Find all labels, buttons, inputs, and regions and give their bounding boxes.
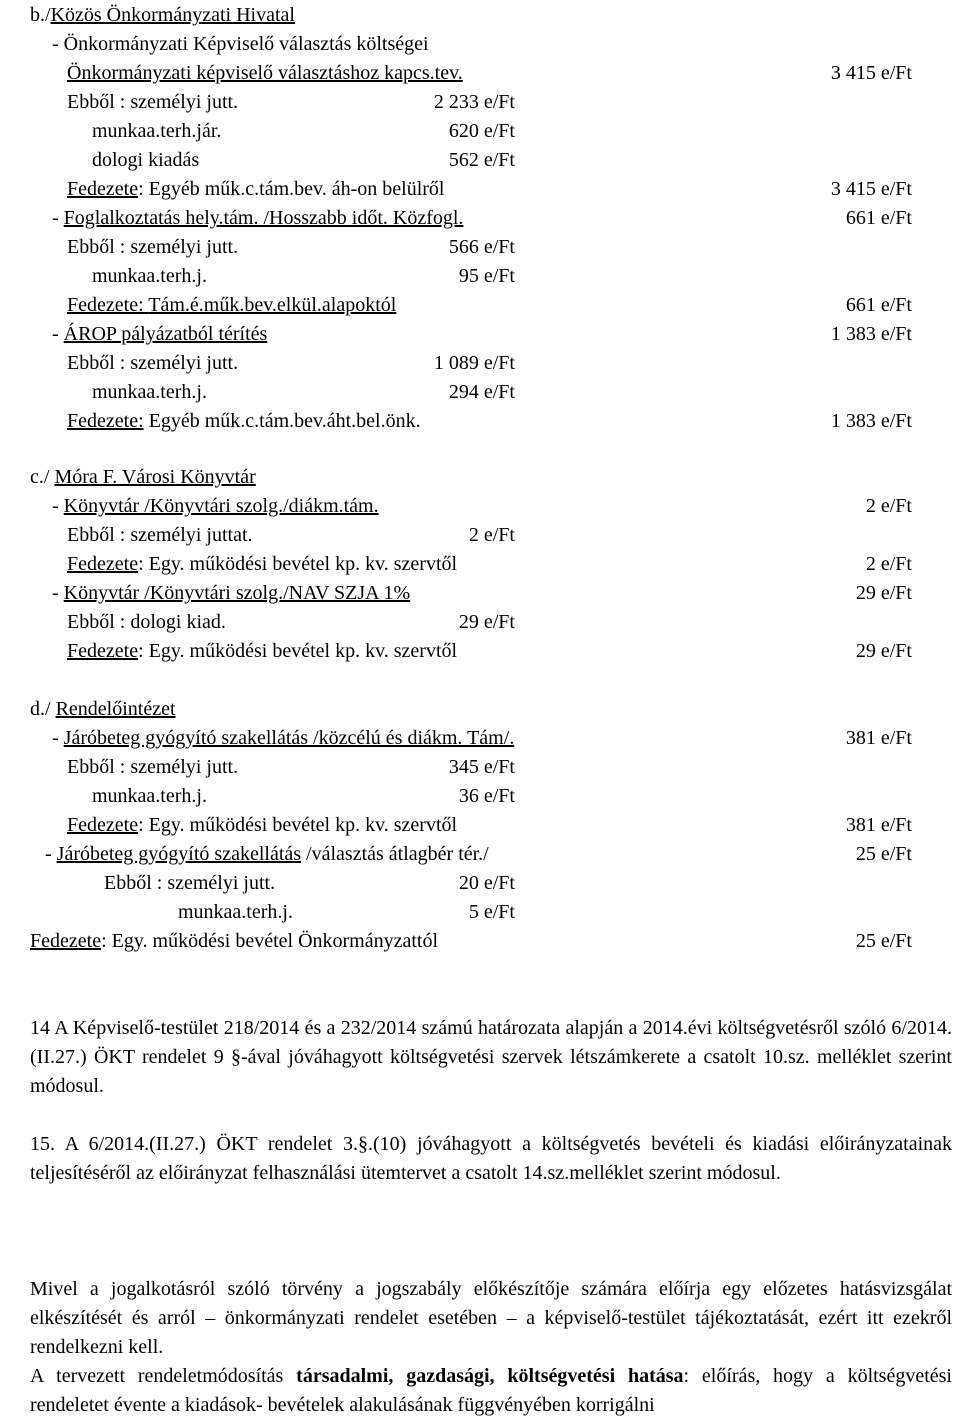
paragraph-impact: [30, 1362, 952, 1420]
c-item1-funding-total: 2 e/Ft: [865, 553, 912, 575]
d-item2-funding-total: 25 e/Ft: [855, 930, 912, 952]
b-item2-funding: [67, 291, 396, 320]
funding-text: Egyéb műk.c.tám.bev.áht.bel.önk.: [143, 410, 421, 432]
c-item2-total: 29 e/Ft: [855, 582, 912, 604]
item-title: Járóbeteg gyógyító szakellátás /közcélú és diákm. Tám/.: [63, 727, 515, 749]
b-item1-subtitle: Önkormányzati képviselő választáshoz kapcs.tev.: [67, 62, 463, 84]
b-item2-title: [52, 204, 463, 233]
item-title: Könyvtár /Könyvtári szolg./diákm.tám.: [63, 495, 379, 517]
b-item1-funding-total: 3 415 e/Ft: [830, 178, 912, 200]
funding-label: Fedezete: [67, 553, 139, 575]
section-prefix: d./: [30, 698, 56, 720]
funding-label: Fedezete:: [67, 294, 149, 316]
b-item1-title: - Önkormányzati Képviselő választás költségei: [52, 33, 429, 55]
b-item3-total: 1 383 e/Ft: [830, 323, 912, 345]
paragraph-15: 15. A 6/2014.(II.27.) ÖKT rendelet 3.§.(10) jóváhagyott a költségvetés bevételi és kiadási előirányzatainak teljesítéséről az előirányzat felhasználási ütemtervet a csatolt 14.sz.melléklet szerint módosul.: [30, 1133, 952, 1184]
funding-label: Fedezete: [67, 814, 139, 836]
section-d-heading: [30, 695, 176, 724]
b-item1-row2-label: munkaa.terh.jár.: [92, 120, 222, 142]
b-item3-row1-label: Ebből : személyi jutt.: [67, 352, 239, 374]
c-item1-title: [52, 492, 379, 521]
b-item1-funding: [67, 175, 444, 204]
b-item1-row1-value: 2 233 e/Ft: [433, 91, 515, 113]
funding-text: : Egy. működési bevétel kp. kv. szervtől: [138, 814, 458, 836]
item-title: Könyvtár /Könyvtári szolg./NAV SZJA 1%: [63, 582, 411, 604]
section-title: Móra F. Városi Könyvtár: [54, 466, 256, 488]
d-item2-funding: [30, 927, 438, 956]
section-prefix: c./: [30, 466, 55, 488]
b-item3-funding-total: 1 383 e/Ft: [830, 410, 912, 432]
section-prefix: b./: [30, 4, 51, 26]
dash: -: [52, 727, 64, 749]
funding-label: Fedezete: [67, 640, 139, 662]
b-item2-row1-label: Ebből : személyi jutt.: [67, 236, 239, 258]
c-item2-row1-value: 29 e/Ft: [458, 611, 515, 633]
d-item2-row1-value: 20 e/Ft: [458, 872, 515, 894]
d-item1-row2-value: 36 e/Ft: [458, 785, 515, 807]
b-item1-row3-value: 562 e/Ft: [448, 149, 515, 171]
paragraph-14: 14 A Képviselő-testület 218/2014 és a 232/2014 számú határozata alapján a 2014.évi költségvetésről szóló 6/2014.(II.27.) ÖKT rendelet 9 §-ával jóváhagyott költségvetési szervek létszámkerete a csatolt 10.sz. melléklet szerint módosul.: [30, 1017, 952, 1097]
impact-text-bold: társadalmi, gazdasági, költségvetési hatása: [296, 1365, 684, 1387]
b-item3-row1-value: 1 089 e/Ft: [433, 352, 515, 374]
impact-text-start: A tervezett rendeletmódosítás: [30, 1365, 297, 1387]
funding-text: : Egy. működési bevétel kp. kv. szervtől: [138, 553, 458, 575]
c-item2-row1-label: Ebből : dologi kiad.: [67, 611, 226, 633]
section-title: Rendelőintézet: [55, 698, 176, 720]
b-item2-row2-value: 95 e/Ft: [458, 265, 515, 287]
d-item2-row1-label: Ebből : személyi jutt.: [104, 872, 276, 894]
d-item1-total: 381 e/Ft: [845, 727, 912, 749]
dash: -: [52, 323, 64, 345]
d-item1-funding: [67, 811, 457, 840]
d-item2-total: 25 e/Ft: [855, 843, 912, 865]
b-item3-title: [52, 320, 267, 349]
d-item1-row1-label: Ebből : személyi jutt.: [67, 756, 239, 778]
b-item2-total: 661 e/Ft: [845, 207, 912, 229]
b-item1-row3-label: dologi kiadás: [92, 149, 200, 171]
item-title: ÁROP pályázatból térítés: [63, 323, 268, 345]
dash: -: [52, 495, 64, 517]
section-c-heading: [30, 463, 256, 492]
impact-text-end: : előírás, hogy a költségvetési rendeletet évente a kiadások- bevételek alakulásának függvényében korrigálni: [30, 1365, 952, 1416]
item-title-rest: /választás átlagbér tér./: [301, 843, 489, 865]
c-item2-title: [52, 579, 410, 608]
item-title: Foglalkoztatás hely.tám. /Hosszabb időt. Közfogl.: [63, 207, 464, 229]
b-item3-funding: [67, 407, 421, 436]
c-item1-row1-label: Ebből : személyi juttat.: [67, 524, 253, 546]
d-item2-row2-value: 5 e/Ft: [468, 901, 515, 923]
b-item2-row2-label: munkaa.terh.j.: [92, 265, 207, 287]
funding-label: Fedezete:: [67, 410, 144, 432]
c-item2-funding-total: 29 e/Ft: [855, 640, 912, 662]
section-title: Közös Önkormányzati Hivatal: [50, 4, 295, 26]
dash: -: [52, 207, 64, 229]
b-item2-row1-value: 566 e/Ft: [448, 236, 515, 258]
section-b-heading: [30, 1, 295, 30]
b-item1-row1-label: Ebből : személyi jutt.: [67, 91, 239, 113]
d-item2-row2-label: munkaa.terh.j.: [178, 901, 293, 923]
b-item1-row2-value: 620 e/Ft: [448, 120, 515, 142]
dash: -: [45, 843, 57, 865]
dash: -: [52, 582, 64, 604]
funding-text: : Egyéb műk.c.tám.bev. áh-on belülről: [138, 178, 445, 200]
item-title: Járóbeteg gyógyító szakellátás: [56, 843, 302, 865]
funding-text: : Egy. működési bevétel kp. kv. szervtől: [138, 640, 458, 662]
b-item3-row2-value: 294 e/Ft: [448, 381, 515, 403]
funding-text: : Egy. működési bevétel Önkormányzattól: [101, 930, 439, 952]
c-item1-funding: [67, 550, 457, 579]
funding-text: Tám.é.műk.bev.elkül.alapoktól: [148, 294, 397, 316]
d-item1-row1-value: 345 e/Ft: [448, 756, 515, 778]
b-item3-row2-label: munkaa.terh.j.: [92, 381, 207, 403]
paragraph-mivel: Mivel a jogalkotásról szóló törvény a jogszabály előkészítője számára előírja egy előzetes hatásvizsgálat elkészítését és arról – önkormányzati rendelet esetében – a képviselő-testület tájékoztatását, ezért itt ezekről rendelkezni kell.: [30, 1278, 952, 1358]
d-item1-row2-label: munkaa.terh.j.: [92, 785, 207, 807]
d-item2-title: [45, 840, 489, 869]
d-item1-title: [52, 724, 514, 753]
funding-label: Fedezete: [30, 930, 102, 952]
c-item1-row1-value: 2 e/Ft: [468, 524, 515, 546]
b-item2-funding-total: 661 e/Ft: [845, 294, 912, 316]
c-item2-funding: [67, 637, 457, 666]
d-item1-funding-total: 381 e/Ft: [845, 814, 912, 836]
c-item1-total: 2 e/Ft: [865, 495, 912, 517]
b-item1-total: 3 415 e/Ft: [830, 62, 912, 84]
funding-label: Fedezete: [67, 178, 139, 200]
